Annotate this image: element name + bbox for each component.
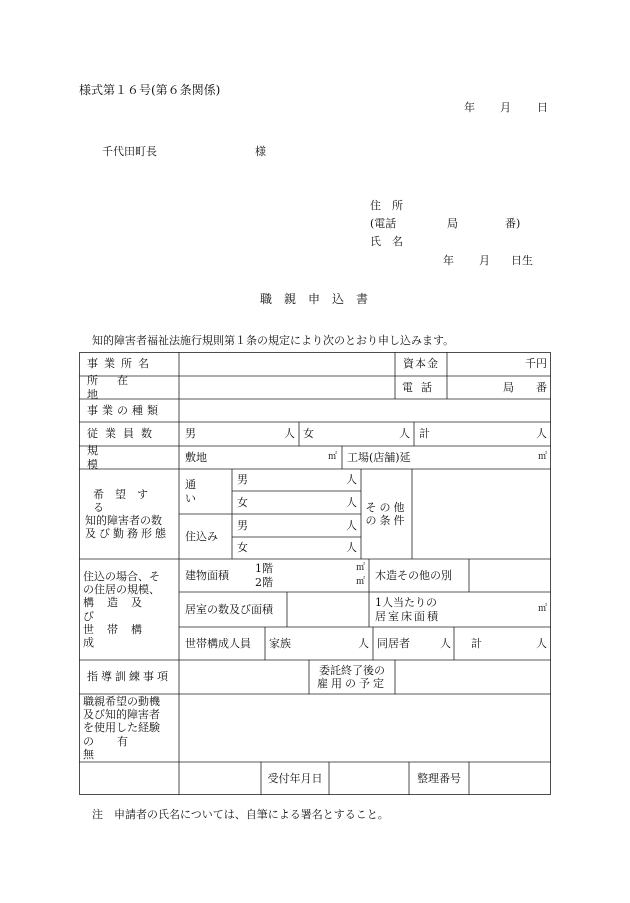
addressee: 千代田町長 — [102, 145, 157, 158]
birth-year-label: 年 — [443, 254, 454, 267]
phone-label: (電話 — [370, 217, 397, 230]
household-total-unit: 人 — [536, 636, 547, 650]
employees-total-label: 計 — [419, 427, 430, 441]
scale-label: 規模 — [87, 444, 154, 471]
received-date-label: 受付年月日 — [267, 771, 323, 785]
other-conditions-line1: その他 — [365, 500, 408, 514]
per-person-area-unit: ㎡ — [537, 604, 547, 615]
housing-line3: 構造及び — [83, 596, 155, 623]
household-members-label: 世帯構成人員 — [185, 636, 251, 650]
commute-female-label: 女 — [237, 495, 248, 509]
business-name-label: 事業所名 — [87, 357, 155, 371]
motive-line4: の有無 — [83, 734, 151, 761]
employees-male-unit: 人 — [284, 427, 295, 441]
desired-workers-line1: 希望する — [93, 487, 159, 514]
floor2-label: 2階 — [255, 575, 273, 589]
employees-total-unit: 人 — [536, 427, 547, 441]
employees-male-label: 男 — [185, 427, 196, 441]
employees-female-label: 女 — [303, 427, 314, 441]
employees-label: 従業員数 — [87, 427, 159, 441]
form-number: 様式第１６号(第６条関係) — [79, 83, 221, 97]
desired-workers-line2: 知的障害者の数 — [85, 514, 162, 527]
live-in-female-label: 女 — [237, 541, 248, 555]
after-contract-label — [309, 660, 395, 694]
site-label: 敷地 — [185, 450, 207, 464]
housing-line4: 世帯構成 — [83, 622, 155, 649]
employees-female-unit: 人 — [399, 427, 410, 441]
reference-number-label: 整理番号 — [417, 771, 461, 785]
name-label: 氏 名 — [370, 235, 403, 248]
floor2-unit: ㎡ — [355, 577, 365, 588]
commute-male-unit: 人 — [346, 473, 357, 487]
motive-line3: を使用した経験 — [83, 721, 160, 735]
live-in-male-label: 男 — [237, 518, 248, 532]
other-conditions-line2: の条件 — [365, 514, 408, 527]
motive-line2: 及び知的障害者 — [83, 708, 160, 722]
per-person-line2: 居室床面積 — [375, 609, 440, 623]
live-in-male-unit: 人 — [346, 518, 357, 532]
after-contract-line2: 雇用の予定 — [317, 677, 387, 690]
commute-male-label: 男 — [237, 473, 248, 487]
phone-label-table: 電話 — [402, 380, 440, 394]
structure-label: 木造その他の別 — [375, 568, 452, 582]
phone-exchange-label: 局 — [447, 217, 458, 230]
factory-unit: ㎡ — [537, 452, 547, 463]
commute-female-unit: 人 — [346, 495, 357, 509]
live-in-female-unit: 人 — [346, 541, 357, 555]
other-conditions-label — [361, 469, 412, 559]
commute-label: 通い — [185, 478, 210, 505]
per-person-area-label — [375, 592, 465, 627]
birth-month-label: 月 — [479, 254, 490, 267]
housing-line1: 住込の場合、そ — [83, 569, 160, 583]
intro-text: 知的障害者福祉法施行規則第１条の規定により次のとおり申し込みます。 — [92, 334, 455, 347]
application-form-table — [79, 352, 551, 795]
family-label: 家族 — [269, 636, 291, 650]
after-contract-line1: 委託終了後の — [319, 663, 385, 677]
motive-line1: 職親希望の動機 — [83, 695, 160, 709]
housing-line2: の住居の規模、 — [83, 583, 160, 597]
date-day-label: 日 — [537, 101, 548, 114]
site-unit: ㎡ — [327, 452, 337, 463]
household-total-label: 計 — [471, 636, 482, 650]
address-label: 住 所 — [370, 199, 403, 212]
date-year-label: 年 — [464, 101, 475, 114]
location-label: 所在地 — [87, 374, 147, 401]
housing-label — [83, 559, 177, 660]
live-in-label: 住込み — [185, 529, 218, 543]
factory-label: 工場(店舗)延 — [347, 450, 411, 464]
capital-label: 資本金 — [403, 357, 439, 371]
phone-number-label: 番) — [505, 217, 521, 230]
addressee-honorific: 様 — [255, 145, 266, 158]
business-type-label: 事業の種類 — [87, 403, 162, 417]
floor1-label: 1階 — [255, 561, 273, 575]
footnote: 注 申請者の氏名については、自筆による署名とすること。 — [92, 808, 389, 821]
floor-area-label: 建物面積 — [185, 568, 229, 582]
rooms-label: 居室の数及び面積 — [185, 602, 273, 616]
date-month-label: 月 — [500, 101, 511, 114]
floor1-unit: ㎡ — [355, 563, 365, 574]
guidance-label: 指導訓練事項 — [87, 670, 171, 684]
desired-workers-label — [85, 469, 175, 559]
family-unit: 人 — [358, 636, 369, 650]
birth-day-label: 日生 — [511, 254, 533, 267]
motive-label — [83, 694, 177, 762]
capital-unit: 千円 — [525, 357, 547, 371]
document-title: 職 親 申 込 書 — [260, 292, 369, 306]
cohabitant-label: 同居者 — [377, 636, 410, 650]
desired-workers-line3: 及び勤務形態 — [85, 527, 169, 541]
per-person-line1: 1人当たりの — [375, 596, 437, 610]
phone-unit: 局 番 — [503, 380, 547, 394]
cohabitant-unit: 人 — [440, 636, 451, 650]
